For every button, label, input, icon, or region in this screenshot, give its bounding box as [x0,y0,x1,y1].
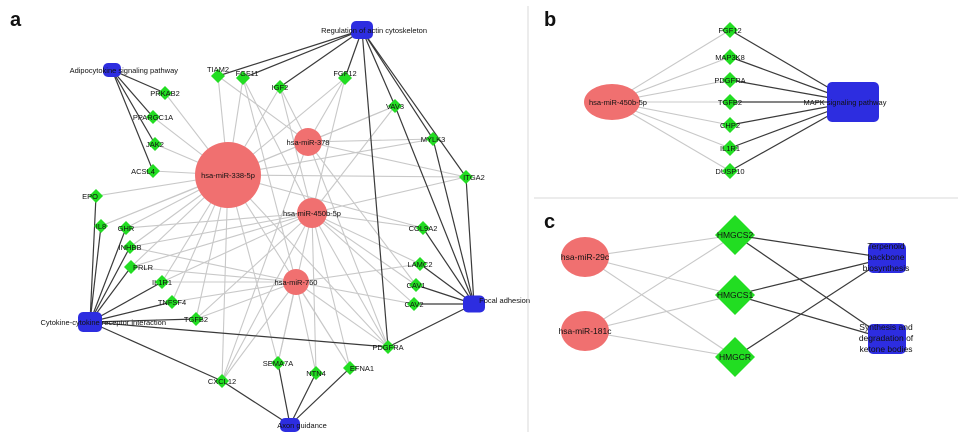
edge-hsa-mir-450b-5p-cxcl12 [222,213,312,381]
mirna-label-c-hsa-mir-29c: hsa-miR-29c [560,252,610,262]
gene-label-epo: EPO [82,192,98,201]
edge-axon-guidance-ntn4 [290,373,316,425]
gene-label-b-fgf12: FGF12 [718,26,742,35]
gene-label-sema7a: SEMA7A [262,359,294,368]
gene-label-b-map3k8: MAP3K8 [715,53,745,62]
pathway-label-c-0-line-2: biosynthesis [862,263,910,273]
gene-label-tnfsf4: TNFSF4 [157,298,187,307]
mirna-label-b-hsa-mir-450b-5p: hsa-miR-450b-5p [589,98,647,107]
edge-hsa-mir-760-inhbb [130,247,296,282]
gene-label-jak2: JAK2 [146,140,164,149]
edge-regulation-of-actin-cytoskeleton-mylk3 [362,30,433,139]
gene-label-cav2: CAV2 [404,300,424,309]
mirna-label-hsa-mir-450b-5p: hsa-miR-450b-5p [283,209,341,218]
edge-focal-adhesion-pdgfra [388,304,474,347]
gene-label-tiam2: TIAM2 [206,65,230,74]
edge-hsa-mir-450b-5p-cav2 [312,213,414,304]
edge-hsa-mir-760-ntn4 [296,282,316,373]
mirna-label-c-hsa-mir-181c: hsa-miR-181c [558,326,612,336]
edge-hsa-mir-378-tiam2 [218,76,308,142]
gene-label-c-hmgcr: HMGCR [718,352,752,362]
gene-label-il8: IL8 [95,222,107,231]
edge-hsa-mir-450b-5p-inhbb [130,213,312,247]
pathway-label-c-0-line-0: Terpenoid [867,241,905,251]
gene-label-ghr: GHR [117,224,135,233]
edge-hsa-mir-378-vav3 [308,106,395,142]
gene-label-vav3: VAV3 [385,102,405,111]
gene-label-c-hmgcs2: HMGCS2 [716,230,754,240]
gene-label-b-il1r1: IL1R1 [719,144,741,153]
edge-hsa-mir-338-5p-itga2 [228,175,466,177]
edge-hsa-mir-450b-5p-cav1 [312,213,416,285]
gene-label-prkab2: PRKAB2 [150,89,180,98]
edge-adipocytokine-signaling-pathway-jak2 [112,70,155,144]
gene-label-b-tgfb2: TGFB2 [717,98,743,107]
pathway-label-cytokine-cytokine-receptor-interaction: Cytokine-cytokine receptor interaction [40,318,166,327]
edge-axon-guidance-cxcl12 [222,381,290,425]
mirna-label-hsa-mir-338-5p: hsa-miR-338-5p [201,171,255,180]
edge-c-hsa-mir-29c-hmgcr [585,257,735,357]
edge-focal-adhesion-mylk3 [433,139,474,304]
pathway-label-c-1-line-2: ketone bodies [859,344,913,354]
gene-label-prlr: PRLR [132,263,154,272]
gene-label-b-chp2: CHP2 [719,121,741,130]
gene-label-igf2: IGF2 [271,83,289,92]
gene-label-c-hmgcs1: HMGCS1 [716,290,754,300]
edge-adipocytokine-signaling-pathway-ppargc1a [112,70,153,117]
gene-label-fgf11: FGF11 [235,69,259,78]
pathway-label-regulation-of-actin-cytoskeleton: Regulation of actin cytoskeleton [321,26,427,35]
edge-c-pathway0-hmgcs2 [735,235,887,258]
gene-label-mylk3: MYLK3 [420,135,446,144]
gene-label-fgf12: FGF12 [333,69,357,78]
edge-c-hsa-mir-181c-hmgcs2 [585,235,735,331]
edge-hsa-mir-760-efna1 [296,282,350,368]
panel-label-b: b [544,9,557,31]
network-nodes [78,21,906,432]
gene-label-pdgfra: PDGFRA [372,343,404,352]
gene-label-inhbb: INHBB [118,243,142,252]
pathway-label-b-mapk-signaling-pathway: MAPK signaling pathway [803,98,887,107]
gene-label-cav1: CAV1 [406,281,426,290]
pathway-label-focal-adhesion: Focal adhesion [479,296,530,305]
gene-label-ppargc1a: PPARGC1A [132,113,174,122]
edge-regulation-of-actin-cytoskeleton-pdgfra [362,30,388,347]
gene-label-b-dusp10: DUSP10 [715,167,745,176]
panel-label-a: a [10,9,22,31]
edge-focal-adhesion-itga2 [466,177,474,304]
pathway-label-adipocytokine-signaling-pathway: Adipocytokine signaling pathway [69,66,178,75]
pathway-label-c-1-line-1: degradation of [858,333,914,343]
edge-hsa-mir-450b-5p-ntn4 [312,213,316,373]
mirna-label-hsa-mir-760: hsa-miR-760 [274,278,318,287]
mirna-label-hsa-mir-378: hsa-miR-378 [286,138,330,147]
pathway-label-c-1-line-0: Synthesis and [859,322,913,332]
gene-label-cxcl12: CXCL12 [207,377,237,386]
pathway-label-c-0-line-1: backbone [867,252,905,262]
edge-cytokine-cytokine-receptor-interaction-epo [90,196,96,322]
gene-label-tgfb2: TGFB2 [183,315,209,324]
gene-label-b-pdgfra: PDGFRA [714,76,746,85]
gene-label-acsl4: ACSL4 [131,167,155,176]
edge-axon-guidance-sema7a [278,363,290,425]
gene-label-lamc2: LAMC2 [407,260,433,269]
edge-hsa-mir-450b-5p-tgfb2 [196,213,312,319]
gene-label-col9a2: COL9A2 [408,224,438,233]
network-edges [90,30,887,425]
gene-label-ntn4: NTN4 [306,369,326,378]
pathway-label-axon-guidance: Axon guidance [277,421,327,430]
gene-label-itga2: ITGA2 [463,173,485,182]
gene-label-efna1: EFNA1 [349,364,375,373]
panel-label-c: c [544,211,556,233]
gene-label-il1r1: IL1R1 [151,278,173,287]
